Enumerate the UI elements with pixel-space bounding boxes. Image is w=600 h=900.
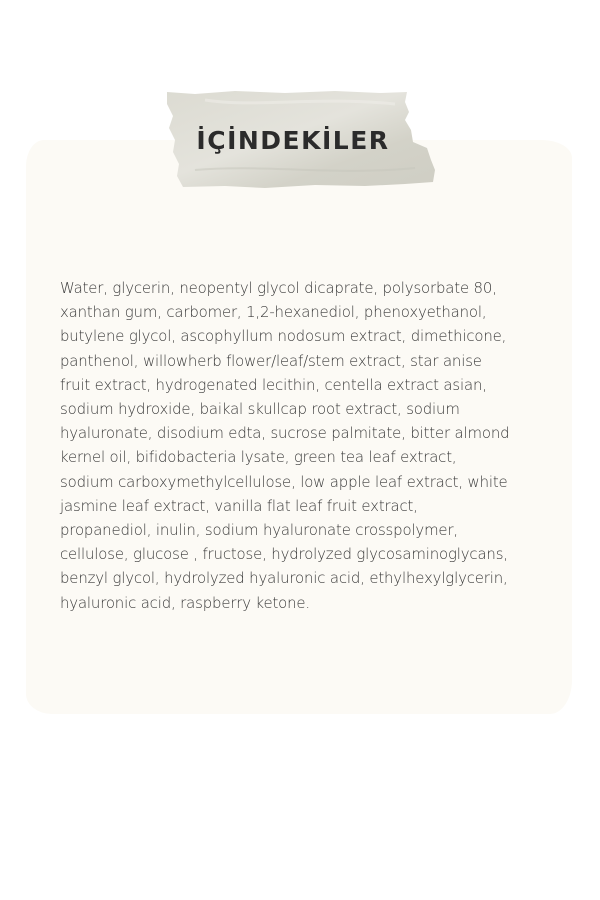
tape-label [165,90,435,188]
ingredients-list: Water, glycerin, neopentyl glycol dicaprate, polysorbate 80, xanthan gum, carbomer, 1,2-hexanediol, phenoxyethanol, butylene glycol, ascophyllum nodosum extract, dimethicone, panthenol, willowherb flower/leaf/stem extract, star anise fruit extract, hydrogenated lecithin, centella extract asian, sodium hydroxide, baikal skullcap root extract, sodium hyaluronate, disodium edta, sucrose palmitate, bitter almond kernel oil, bifidobacteria lysate, green tea leaf extract, sodium carboxymethylcellulose, low apple leaf extract, white jasmine leaf extract, vanilla flat leaf fruit extract, propanediol, inulin, sodium hyaluronate crosspolymer, cellulose, glucose , fructose, hydrolyzed glycosaminoglycans, benzyl glycol, hydrolyzed hyaluronic acid, ethylhexylglycerin, hyaluronic acid, raspberry ketone. [60,279,510,612]
section-title: İÇİNDEKİLER [196,126,390,155]
